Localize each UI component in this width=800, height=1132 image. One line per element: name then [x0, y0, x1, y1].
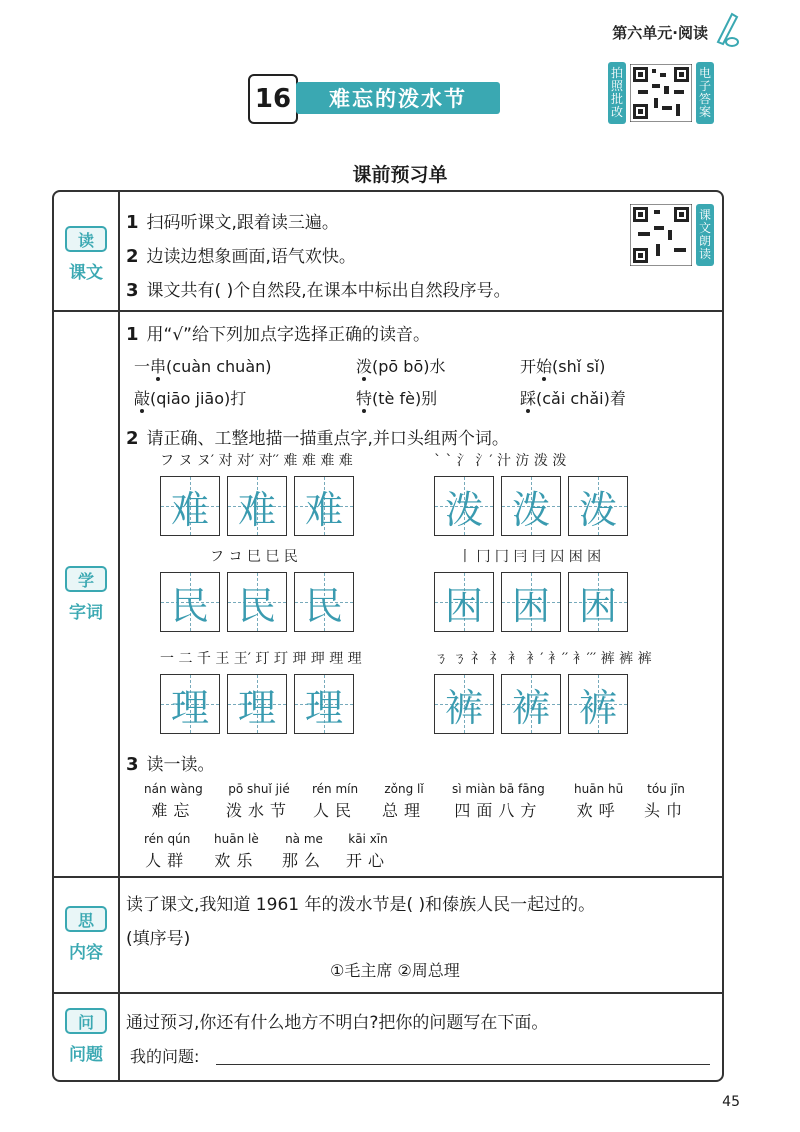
pinyin-choice-6[interactable]: 踩(cǎi chǎi)着	[520, 389, 626, 408]
trace-box[interactable]: 困	[568, 572, 628, 632]
trace-box[interactable]: 理	[160, 674, 220, 734]
trace-box[interactable]: 难	[294, 476, 354, 536]
trace-box[interactable]: 泼	[568, 476, 628, 536]
pinyin-choice-1[interactable]: 一串(cuàn chuàn)	[134, 357, 272, 376]
trace-box[interactable]: 难	[160, 476, 220, 536]
word-item: huān hū 欢呼	[574, 782, 624, 820]
word-item: kāi xīn 开心	[346, 832, 391, 870]
word-item: huān lè 欢乐	[214, 832, 259, 870]
trace-box[interactable]: 困	[501, 572, 561, 632]
think-instruction: (填序号)	[126, 929, 191, 949]
trace-box[interactable]: 理	[294, 674, 354, 734]
learn-q3: 3 读一读。	[126, 754, 215, 775]
trace-box[interactable]: 裤	[434, 674, 494, 734]
badge-think: 思	[65, 906, 107, 932]
learn-q1: 1 用“√”给下列加点字选择正确的读音。	[126, 324, 430, 345]
pinyin-choice-2[interactable]: 泼(pō bō)水	[356, 357, 446, 376]
trace-box[interactable]: 困	[434, 572, 494, 632]
learn-q2: 2 请正确、工整地描一描重点字,并口头组两个词。	[126, 428, 509, 449]
section-read-label: 读 课文	[54, 226, 118, 283]
trace-box[interactable]: 难	[227, 476, 287, 536]
think-question: 读了课文,我知道 1961 年的泼水节是( )和傣族人民一起过的。	[126, 895, 596, 915]
trace-box[interactable]: 民	[227, 572, 287, 632]
trace-box[interactable]: 民	[160, 572, 220, 632]
badge-ask: 问	[65, 1008, 107, 1034]
qr-right-label: 电子答案	[696, 62, 714, 124]
pen-icon	[712, 8, 740, 48]
section-ask-label: 问 问题	[54, 1008, 118, 1065]
think-options[interactable]: ①毛主席 ②周总理	[330, 961, 460, 980]
word-item: sì miàn bā fāng 四面八方	[452, 782, 545, 820]
word-item: nán wàng 难忘	[144, 782, 203, 820]
pinyin-choice-3[interactable]: 开始(shǐ sǐ)	[520, 357, 606, 376]
word-item: rén mín 人民	[312, 782, 359, 820]
question-answer-line[interactable]	[216, 1064, 710, 1065]
word-item: rén qún 人群	[144, 832, 191, 870]
badge-read: 读	[65, 226, 107, 252]
lesson-title: 难忘的泼水节	[296, 82, 500, 114]
qr-code-read[interactable]	[630, 204, 714, 268]
trace-box[interactable]: 裤	[568, 674, 628, 734]
unit-label: 第六单元·阅读	[612, 24, 708, 42]
lesson-number: 16	[248, 74, 298, 124]
read-item-1: 1 扫码听课文,跟着读三遍。	[126, 212, 339, 233]
page-number: 45	[722, 1094, 740, 1110]
question-prompt: 我的问题:	[130, 1047, 200, 1066]
trace-box[interactable]: 泼	[501, 476, 561, 536]
word-item: tóu jīn 头巾	[644, 782, 689, 820]
trace-box[interactable]: 裤	[501, 674, 561, 734]
pinyin-choice-4[interactable]: 敲(qiāo jiāo)打	[134, 389, 247, 408]
ask-instruction: 通过预习,你还有什么地方不明白?把你的问题写在下面。	[126, 1013, 549, 1033]
qr-code-top[interactable]	[608, 62, 718, 124]
word-item: zǒng lǐ 总理	[382, 782, 427, 820]
section-think-label: 思 内容	[54, 906, 118, 963]
read-item-2: 2 边读边想象画面,语气欢快。	[126, 246, 356, 267]
read-item-3: 3 课文共有( )个自然段,在课本中标出自然段序号。	[126, 280, 511, 301]
trace-box[interactable]: 民	[294, 572, 354, 632]
lesson-banner	[248, 74, 502, 120]
word-item: pō shuǐ jié 泼水节	[226, 782, 293, 820]
worksheet-frame: 读 课文 1 扫码听课文,跟着读三遍。 2 边读边想象画面,语气欢快。 3 课文共有( )个自然段,在课本中标出自然段序号。 课文朗读 学 字词 1 用“√”给下列加点字选择正确的读音。 一串(cuàn chuàn) 泼(pō bō)水 开始(shǐ sǐ) 敲(qiāo jiāo)打 特(tè fè)别 踩(cǎi chǎi)着 2 请正确、工整地描一描重点字,并口头组两个词。 フ ヌ ヌ′ 对 对′ 对′′ 难 难 难 难 难 难 难 ` ` 氵 氵′ 汁 汸 泼 泼 泼 泼 泼 フ コ 巳 巳 民 民 民 民 丨 冂 冂 冃 冃 囚 困 困 困 困 困 一 二 千 王 王′ 玎 玎 玾 玾 理 理 理 理 理 ㄋ ㄋ 礻 礻 衤 衤′ 衤′′ 衤′′′ 裤 裤 裤 裤 裤 裤 3 读一读。 nán wàng 难忘 pō shuǐ jié 泼水节 rén mín 人民 zǒng lǐ 总理 sì miàn bā fāng 四面八方 huān hū 欢呼 tóu jīn 头巾 rén qún 人群 huān lè 欢乐 nà me 那么 kāi xīn 开心 思 内容 读了课文,我知道 1961 年的泼水节是( )和傣族人民一起过的。 (填序号) ①毛主席 ②周总理 问 问题 通过预习,你还有什么地方不明白?把你的问题写在下面。 我的问题:	[52, 190, 724, 1082]
page-title: 课前预习单	[352, 164, 448, 186]
word-item: nà me 那么	[282, 832, 327, 870]
trace-box[interactable]: 理	[227, 674, 287, 734]
section-learn-label: 学 字词	[54, 566, 118, 623]
qr-read-label: 课文朗读	[696, 204, 714, 266]
badge-learn: 学	[65, 566, 107, 592]
trace-box[interactable]: 泼	[434, 476, 494, 536]
qr-left-label: 拍照批改	[608, 62, 626, 124]
qr-code-icon	[630, 64, 692, 122]
pinyin-choice-5[interactable]: 特(tè fè)别	[356, 389, 438, 408]
qr-code-icon	[630, 204, 692, 266]
